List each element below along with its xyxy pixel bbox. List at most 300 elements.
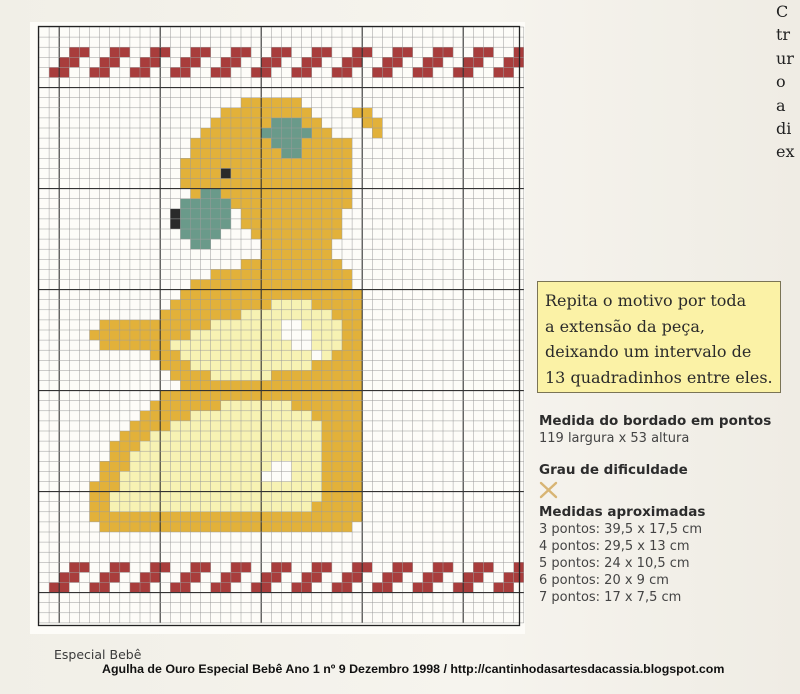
ribbon-stitch [221,209,231,219]
bear-stitch [221,280,231,290]
bear-stitch [322,482,332,492]
bear-stitch [90,502,100,512]
bear-stitch [332,179,342,189]
bear-stitch [261,219,271,229]
belly-stitch [191,421,201,431]
belly-stitch [322,320,332,330]
bear-stitch [221,381,231,391]
bear-stitch [160,330,170,340]
bear-stitch [140,512,150,522]
note-line: 13 quadradinhos entre eles. [545,367,773,387]
bear-stitch [292,391,302,401]
bear-stitch [160,411,170,421]
border-stitch [312,572,322,582]
bear-stitch [302,391,312,401]
bear-stitch [241,158,251,168]
bear-stitch [180,158,190,168]
bear-stitch [352,108,362,118]
belly-stitch [292,441,302,451]
belly-stitch [211,350,221,360]
side-text-line: a [776,95,786,115]
bear-stitch [180,310,190,320]
belly-stitch [312,492,322,502]
belly-stitch [241,370,251,380]
border-stitch [261,67,271,77]
bear-stitch [312,199,322,209]
nose-stitch [170,209,180,219]
border-stitch [69,47,79,57]
bear-stitch [322,370,332,380]
border-stitch [140,572,150,582]
bear-stitch [271,189,281,199]
bear-stitch [332,482,342,492]
bear-stitch [302,138,312,148]
bear-stitch [191,512,201,522]
bear-stitch [180,179,190,189]
belly-stitch [140,471,150,481]
size-row: 7 pontos: 17 x 7,5 cm [539,590,682,605]
border-stitch [312,562,322,572]
bear-stitch [211,290,221,300]
border-stitch [49,583,59,593]
belly-stitch [170,492,180,502]
bear-stitch [302,269,312,279]
bow-stitch [292,128,302,138]
bear-stitch [352,411,362,421]
belly-stitch [180,502,190,512]
border-stitch [100,67,110,77]
belly-stitch [292,451,302,461]
bear-stitch [221,108,231,118]
belly-stitch [211,492,221,502]
bear-stitch [342,280,352,290]
belly-stitch [180,421,190,431]
bear-stitch [140,330,150,340]
belly-stitch [160,502,170,512]
border-stitch [90,583,100,593]
border-stitch [150,47,160,57]
bear-stitch [281,98,291,108]
belly-stitch [302,350,312,360]
bear-stitch [342,310,352,320]
bear-stitch [221,300,231,310]
belly-stitch [292,360,302,370]
bear-stitch [312,300,322,310]
belly-stitch [292,431,302,441]
border-stitch [514,47,524,57]
bear-stitch [191,179,201,189]
bear-stitch [302,158,312,168]
bear-stitch [231,138,241,148]
bow-stitch [271,138,281,148]
bear-stitch [312,280,322,290]
ribbon-stitch [180,229,190,239]
bear-stitch [302,148,312,158]
bear-stitch [302,522,312,532]
border-stitch [352,47,362,57]
belly-stitch [191,360,201,370]
belly-stitch [211,451,221,461]
bear-stitch [201,168,211,178]
border-stitch [473,562,483,572]
border-stitch [69,572,79,582]
bear-stitch [251,108,261,118]
belly-stitch [160,482,170,492]
border-stitch [160,47,170,57]
belly-stitch [231,350,241,360]
bear-stitch [140,522,150,532]
belly-stitch [221,330,231,340]
belly-stitch [191,441,201,451]
bear-stitch [322,239,332,249]
sizes-heading: Medidas aproximadas [539,504,706,520]
border-stitch [494,583,504,593]
bear-stitch [271,249,281,259]
belly-stitch [201,340,211,350]
belly-stitch [180,350,190,360]
bear-stitch [312,179,322,189]
bear-stitch [110,482,120,492]
bow-stitch [271,118,281,128]
border-stitch [100,583,110,593]
bear-stitch [201,290,211,300]
belly-stitch [281,431,291,441]
belly-stitch [312,431,322,441]
bear-stitch [322,492,332,502]
bear-stitch [322,451,332,461]
size-row: 6 pontos: 20 x 9 cm [539,573,669,588]
bear-stitch [251,259,261,269]
bear-stitch [281,179,291,189]
bear-stitch [312,118,322,128]
bear-stitch [332,168,342,178]
bear-stitch [100,492,110,502]
bear-stitch [352,482,362,492]
border-stitch [332,67,342,77]
belly-stitch [261,492,271,502]
bear-stitch [322,280,332,290]
belly-stitch [231,492,241,502]
belly-stitch [221,340,231,350]
bear-stitch [140,411,150,421]
size-row: 5 pontos: 24 x 10,5 cm [539,556,690,571]
bear-stitch [211,522,221,532]
bear-stitch [241,189,251,199]
bear-stitch [312,401,322,411]
bear-stitch [241,512,251,522]
bear-stitch [221,310,231,320]
border-stitch [292,583,302,593]
note-line: deixando um intervalo de [545,342,752,361]
border-stitch [191,562,201,572]
border-stitch [201,47,211,57]
bear-stitch [231,189,241,199]
bear-stitch [281,239,291,249]
border-stitch [79,47,89,57]
bear-stitch [191,381,201,391]
bear-stitch [302,370,312,380]
belly-stitch [251,340,261,350]
bear-stitch [261,259,271,269]
belly-stitch [180,441,190,451]
belly-stitch [281,451,291,461]
bear-stitch [271,209,281,219]
belly-stitch [302,451,312,461]
belly-stitch [281,340,291,350]
border-stitch [382,57,392,67]
belly-stitch [292,461,302,471]
belly-stitch [150,461,160,471]
bear-stitch [352,471,362,481]
belly-stitch [150,492,160,502]
belly-stitch [140,492,150,502]
bear-stitch [322,148,332,158]
bear-stitch [271,229,281,239]
belly-stitch [170,421,180,431]
belly-stitch [160,451,170,461]
bear-stitch [271,290,281,300]
bear-stitch [332,471,342,481]
bow-stitch [281,148,291,158]
side-text-line: di [776,118,792,138]
bear-stitch [100,502,110,512]
bear-stitch [241,98,251,108]
belly-stitch [150,471,160,481]
belly-stitch [180,482,190,492]
border-stitch [241,47,251,57]
bear-stitch [271,522,281,532]
bear-stitch [261,280,271,290]
bear-stitch [231,391,241,401]
bear-stitch [332,219,342,229]
border-stitch [59,57,69,67]
belly-stitch [201,451,211,461]
border-stitch [292,67,302,77]
belly-stitch [281,350,291,360]
bear-stitch [322,441,332,451]
bow-stitch [271,128,281,138]
belly-stitch [170,451,180,461]
bear-stitch [322,138,332,148]
border-stitch [59,572,69,582]
bear-stitch [201,300,211,310]
bear-stitch [332,138,342,148]
border-stitch [271,572,281,582]
bear-stitch [292,512,302,522]
border-stitch [302,67,312,77]
belly-stitch [150,482,160,492]
belly-stitch [221,360,231,370]
bear-stitch [271,108,281,118]
bear-stitch [302,290,312,300]
bear-stitch [211,391,221,401]
bear-stitch [221,269,231,279]
belly-stitch [292,421,302,431]
belly-stitch [241,471,251,481]
bear-stitch [261,249,271,259]
bear-stitch [241,128,251,138]
bear-stitch [281,512,291,522]
belly-stitch [271,340,281,350]
border-stitch [120,562,130,572]
bear-stitch [312,158,322,168]
belly-stitch [140,482,150,492]
bear-stitch [150,512,160,522]
belly-stitch [191,471,201,481]
bear-stitch [281,522,291,532]
border-stitch [231,47,241,57]
bear-stitch [241,209,251,219]
bear-stitch [372,128,382,138]
bear-stitch [352,320,362,330]
belly-stitch [241,401,251,411]
bear-stitch [312,138,322,148]
bear-stitch [160,512,170,522]
bear-stitch [160,391,170,401]
nose-stitch [170,219,180,229]
bear-stitch [271,98,281,108]
bear-stitch [100,512,110,522]
repeat-note-box [537,281,781,393]
bear-stitch [302,280,312,290]
bear-stitch [332,148,342,158]
belly-stitch [150,431,160,441]
bear-stitch [180,370,190,380]
bear-stitch [261,229,271,239]
bear-stitch [130,441,140,451]
bear-stitch [322,502,332,512]
belly-stitch [180,340,190,350]
bear-stitch [251,512,261,522]
bear-stitch [352,492,362,502]
note-line: a extensão da peça, [545,316,705,336]
bear-stitch [170,360,180,370]
bear-stitch [130,320,140,330]
bear-stitch [251,148,261,158]
border-stitch [281,562,291,572]
bear-stitch [352,300,362,310]
bear-stitch [110,330,120,340]
bear-stitch [241,522,251,532]
border-stitch [504,57,514,67]
border-stitch [211,67,221,77]
bear-stitch [302,229,312,239]
ribbon-stitch [191,209,201,219]
belly-stitch [302,411,312,421]
bear-stitch [342,381,352,391]
belly-stitch [211,360,221,370]
bear-stitch [332,421,342,431]
bear-stitch [241,259,251,269]
source-credit: Agulha de Ouro Especial Bebê Ano 1 nº 9 Dezembro 1998 / http://cantinhodasartesdacassia.blogspot.com [102,662,725,676]
border-stitch [271,47,281,57]
belly-stitch [170,471,180,481]
belly-stitch [241,330,251,340]
border-stitch [231,562,241,572]
bear-stitch [312,229,322,239]
belly-stitch [231,451,241,461]
border-stitch [79,562,89,572]
belly-stitch [281,492,291,502]
belly-stitch [211,431,221,441]
bear-stitch [251,229,261,239]
bear-stitch [211,128,221,138]
belly-stitch [221,502,231,512]
belly-stitch [191,350,201,360]
bear-stitch [292,108,302,118]
belly-stitch [281,421,291,431]
belly-stitch [140,461,150,471]
bear-stitch [302,259,312,269]
bear-stitch [110,471,120,481]
belly-stitch [180,492,190,502]
ribbon-stitch [191,229,201,239]
bear-stitch [322,168,332,178]
belly-stitch [251,471,261,481]
bear-stitch [191,280,201,290]
bear-stitch [211,381,221,391]
ribbon-stitch [201,189,211,199]
ribbon-stitch [221,219,231,229]
ribbon-stitch [201,209,211,219]
bear-stitch [342,391,352,401]
stitch-count-value: 119 largura x 53 altura [539,431,690,446]
bear-stitch [201,138,211,148]
belly-stitch [211,411,221,421]
border-stitch [110,572,120,582]
belly-stitch [211,461,221,471]
border-stitch [322,562,332,572]
bear-stitch [231,522,241,532]
border-stitch [261,57,271,67]
bear-stitch [201,148,211,158]
belly-stitch [221,350,231,360]
size-row: 3 pontos: 39,5 x 17,5 cm [539,522,702,537]
bear-stitch [322,421,332,431]
ribbon-stitch [211,229,221,239]
belly-stitch [201,330,211,340]
belly-stitch [201,482,211,492]
belly-stitch [241,411,251,421]
belly-stitch [211,441,221,451]
border-stitch [514,572,524,582]
bear-stitch [211,168,221,178]
border-stitch [382,583,392,593]
bear-stitch [191,401,201,411]
pattern-info [539,413,771,605]
bear-stitch [271,512,281,522]
bear-stitch [191,290,201,300]
belly-stitch [312,310,322,320]
bear-stitch [170,370,180,380]
belly-stitch [292,471,302,481]
bear-stitch [322,179,332,189]
border-stitch [473,47,483,57]
belly-stitch [191,431,201,441]
border-stitch [423,583,433,593]
bear-stitch [191,300,201,310]
border-stitch [443,47,453,57]
border-stitch [463,67,473,77]
belly-stitch [251,492,261,502]
bear-stitch [261,179,271,189]
border-stitch [130,583,140,593]
bear-stitch [332,411,342,421]
belly-stitch [261,431,271,441]
bear-stitch [302,512,312,522]
bear-stitch [292,179,302,189]
belly-stitch [251,451,261,461]
